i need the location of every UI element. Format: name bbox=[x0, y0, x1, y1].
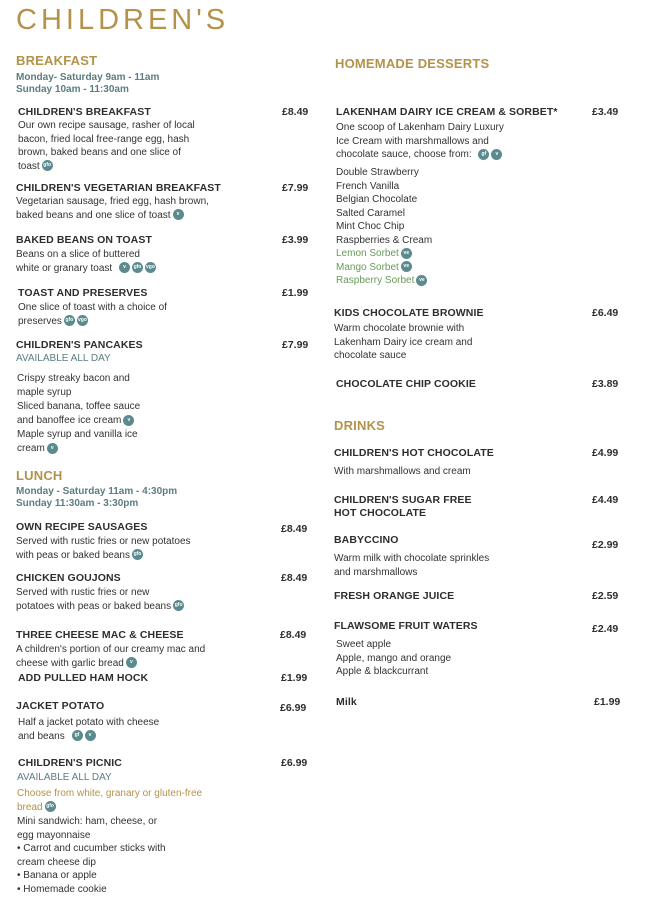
vegetarian-badge: v bbox=[47, 443, 58, 454]
desc-line: Mini sandwich: ham, cheese, or bbox=[17, 816, 158, 827]
bread-note bbox=[17, 787, 257, 814]
desc-line: preserves bbox=[18, 315, 62, 327]
item-description bbox=[18, 301, 268, 328]
gluten-free-option-badge: gfo bbox=[173, 600, 184, 611]
desc-line: Sweet apple bbox=[336, 639, 392, 650]
item-name: Milk bbox=[336, 696, 357, 708]
item-name: FLAWSOME FRUIT WATERS bbox=[334, 620, 478, 632]
desc-line: Our own recipe sausage, rasher of local bbox=[18, 120, 195, 131]
gluten-free-option-badge: gfo bbox=[64, 315, 75, 326]
item-price: £8.49 bbox=[282, 106, 309, 118]
desc-line: Maple syrup and vanilla ice bbox=[17, 429, 138, 440]
item-name: JACKET POTATO bbox=[16, 700, 105, 712]
item-price: £1.99 bbox=[282, 287, 309, 299]
item-name: OWN RECIPE SAUSAGES bbox=[16, 521, 148, 533]
flavour-item: Mint Choc Chip bbox=[336, 221, 405, 232]
item-price: £8.49 bbox=[281, 572, 308, 584]
vegan-option-badge: vgo bbox=[77, 315, 88, 326]
desc-line: with peas or baked beans bbox=[16, 549, 130, 561]
desc-line: Apple & blackcurrant bbox=[336, 666, 429, 677]
item-name: KIDS CHOCOLATE BROWNIE bbox=[334, 307, 484, 319]
item-description bbox=[336, 121, 556, 162]
item-name: FRESH ORANGE JUICE bbox=[334, 590, 455, 602]
vegetarian-badge: v bbox=[173, 209, 184, 220]
item-name: CHILDREN'S PANCAKES bbox=[16, 339, 143, 351]
availability-note: AVAILABLE ALL DAY bbox=[17, 772, 112, 783]
desc-line: Ice Cream with marshmallows and bbox=[336, 135, 489, 147]
item-name: BABYCCINO bbox=[334, 534, 399, 546]
desc-line: egg mayonnaise bbox=[17, 829, 91, 841]
sorbet-item: Mango Sorbet bbox=[336, 261, 399, 273]
desc-line: toast bbox=[18, 160, 40, 172]
item-name: CHICKEN GOUJONS bbox=[16, 572, 121, 584]
desc-line: One scoop of Lakenham Dairy Luxury bbox=[336, 122, 504, 133]
drinks-heading: DRINKS bbox=[334, 418, 386, 433]
flavour-item: Double Strawberry bbox=[336, 167, 419, 178]
vegetarian-badge: v bbox=[119, 262, 130, 273]
gluten-free-badge: gf bbox=[478, 149, 489, 160]
desc-line: Sliced banana, toffee sauce bbox=[17, 401, 141, 412]
item-price: £4.49 bbox=[592, 494, 619, 506]
sorbet-item: Raspberry Sorbet bbox=[336, 275, 415, 286]
lunch-hours-weekday: Monday - Saturday 11am - 4:30pm bbox=[16, 486, 178, 497]
desc-line: maple syrup bbox=[17, 387, 72, 398]
item-name: CHILDREN'S BREAKFAST bbox=[18, 106, 151, 118]
desc-line: • Carrot and cucumber sticks with bbox=[17, 843, 166, 854]
desc-line: bacon, fried local free-range egg, hash bbox=[18, 133, 190, 145]
item-description bbox=[334, 465, 554, 479]
item-description bbox=[17, 372, 187, 456]
lunch-hours-sunday: Sunday 11:30am - 3:30pm bbox=[16, 498, 139, 509]
item-price: £4.99 bbox=[592, 447, 619, 459]
item-name: CHOCOLATE CHIP COOKIE bbox=[336, 378, 476, 390]
item-description bbox=[18, 716, 268, 743]
item-description bbox=[16, 248, 276, 275]
desc-line: • Homemade cookie bbox=[17, 883, 107, 895]
note-line: Choose from white, granary or gluten-free bbox=[17, 788, 203, 799]
vegan-badge: ve bbox=[401, 248, 412, 259]
item-name: LAKENHAM DAIRY ICE CREAM & SORBET* bbox=[336, 106, 558, 118]
desc-line: Warm chocolate brownie with bbox=[334, 323, 465, 334]
lunch-heading: LUNCH bbox=[16, 468, 63, 483]
gluten-free-option-badge: gfo bbox=[132, 549, 143, 560]
item-name-line: CHILDREN'S SUGAR FREE bbox=[334, 494, 472, 506]
desserts-heading: HOMEMADE DESSERTS bbox=[335, 56, 490, 71]
breakfast-hours-weekday: Monday- Saturday 9am - 11am bbox=[16, 72, 160, 83]
flavour-item: French Vanilla bbox=[336, 180, 400, 192]
item-price: £8.49 bbox=[280, 629, 307, 641]
item-price: £2.59 bbox=[592, 590, 619, 602]
desc-line: Served with rustic fries or new potatoes bbox=[16, 536, 191, 547]
item-name: CHILDREN'S PICNIC bbox=[18, 757, 122, 769]
desc-line: With marshmallows and cream bbox=[334, 466, 471, 477]
desc-line: chocolate sauce, choose from: bbox=[336, 149, 472, 160]
item-description bbox=[17, 815, 257, 896]
item-price: £7.99 bbox=[282, 182, 309, 194]
item-price: £2.49 bbox=[592, 623, 619, 635]
vegan-badge: ve bbox=[416, 275, 427, 286]
desc-line: Half a jacket potato with cheese bbox=[18, 717, 160, 728]
vegetarian-badge: v bbox=[85, 730, 96, 741]
desc-line: and beans bbox=[18, 730, 65, 742]
item-name: BAKED BEANS ON TOAST bbox=[16, 234, 152, 246]
desc-line: cream bbox=[17, 443, 45, 454]
item-name: THREE CHEESE MAC & CHEESE bbox=[16, 629, 184, 641]
item-description bbox=[16, 195, 276, 222]
gluten-free-option-badge: gfo bbox=[42, 160, 53, 171]
sorbet-item: Lemon Sorbet bbox=[336, 248, 399, 259]
item-description bbox=[334, 322, 534, 363]
breakfast-heading: BREAKFAST bbox=[16, 53, 98, 68]
desc-line: cream cheese dip bbox=[17, 856, 96, 868]
item-description bbox=[16, 586, 276, 613]
desc-line: Beans on a slice of buttered bbox=[16, 249, 140, 260]
gluten-free-option-badge: gfo bbox=[45, 801, 56, 812]
item-description bbox=[16, 535, 276, 562]
item-description bbox=[334, 552, 554, 579]
note-line: bread bbox=[17, 801, 43, 813]
breakfast-hours bbox=[16, 72, 159, 96]
gluten-free-badge: gf bbox=[72, 730, 83, 741]
desc-line: white or granary toast bbox=[16, 262, 113, 274]
item-price: £3.49 bbox=[592, 106, 619, 118]
flavour-list bbox=[336, 166, 536, 288]
desc-line: and marshmallows bbox=[334, 566, 418, 578]
availability-note: AVAILABLE ALL DAY bbox=[16, 353, 111, 364]
item-price: £6.99 bbox=[280, 702, 307, 714]
desc-line: baked beans and one slice of toast bbox=[16, 209, 171, 221]
item-price: £3.89 bbox=[592, 378, 619, 390]
lunch-hours bbox=[16, 486, 177, 510]
vegan-badge: ve bbox=[401, 261, 412, 272]
item-name: CHILDREN'S HOT CHOCOLATE bbox=[334, 447, 494, 459]
vegetarian-badge: v bbox=[126, 657, 137, 668]
item-name: ADD PULLED HAM HOCK bbox=[18, 672, 149, 684]
desc-line: Crispy streaky bacon and bbox=[17, 373, 130, 384]
item-description bbox=[16, 643, 278, 670]
item-price: £6.99 bbox=[281, 757, 308, 769]
item-description bbox=[18, 119, 268, 173]
item-price: £2.99 bbox=[592, 539, 619, 551]
desc-line: potatoes with peas or baked beans bbox=[16, 600, 172, 612]
desc-line: cheese with garlic bread bbox=[16, 657, 124, 669]
desc-line: brown, baked beans and one slice of bbox=[18, 147, 181, 158]
item-price: £8.49 bbox=[281, 523, 308, 535]
page-title: CHILDREN'S bbox=[16, 4, 230, 36]
vegetarian-badge: v bbox=[123, 415, 134, 426]
gluten-free-option-badge: gfo bbox=[132, 262, 143, 273]
vegetarian-badge: v bbox=[491, 149, 502, 160]
flavour-item: Raspberries & Cream bbox=[336, 234, 433, 246]
desc-line: chocolate sauce bbox=[334, 350, 407, 361]
desc-line: One slice of toast with a choice of bbox=[18, 302, 167, 313]
item-price: £1.99 bbox=[594, 696, 621, 708]
item-name: CHILDREN'S VEGETARIAN BREAKFAST bbox=[16, 182, 221, 194]
desc-line: and banoffee ice cream bbox=[17, 415, 122, 426]
item-name: TOAST AND PRESERVES bbox=[18, 287, 148, 299]
item-price: £3.99 bbox=[282, 234, 309, 246]
item-price: £1.99 bbox=[281, 672, 308, 684]
flavour-item: Salted Caramel bbox=[336, 207, 405, 219]
item-description bbox=[336, 638, 536, 679]
desc-line: Lakenham Dairy ice cream and bbox=[334, 336, 473, 348]
vegan-option-badge: vgo bbox=[145, 262, 156, 273]
desc-line: Vegetarian sausage, fried egg, hash brown, bbox=[16, 196, 209, 207]
desc-line: Apple, mango and orange bbox=[336, 652, 452, 664]
item-name-line: HOT CHOCOLATE bbox=[334, 507, 427, 519]
breakfast-hours-sunday: Sunday 10am - 11:30am bbox=[16, 84, 129, 95]
item-price: £6.49 bbox=[592, 307, 619, 319]
desc-line: • Banana or apple bbox=[17, 870, 97, 881]
item-price: £7.99 bbox=[282, 339, 309, 351]
flavour-item: Belgian Chocolate bbox=[336, 194, 418, 205]
item-name bbox=[334, 494, 472, 520]
desc-line: A children's portion of our creamy mac and bbox=[16, 644, 206, 655]
desc-line: Warm milk with chocolate sprinkles bbox=[334, 553, 490, 564]
desc-line: Served with rustic fries or new bbox=[16, 587, 150, 598]
